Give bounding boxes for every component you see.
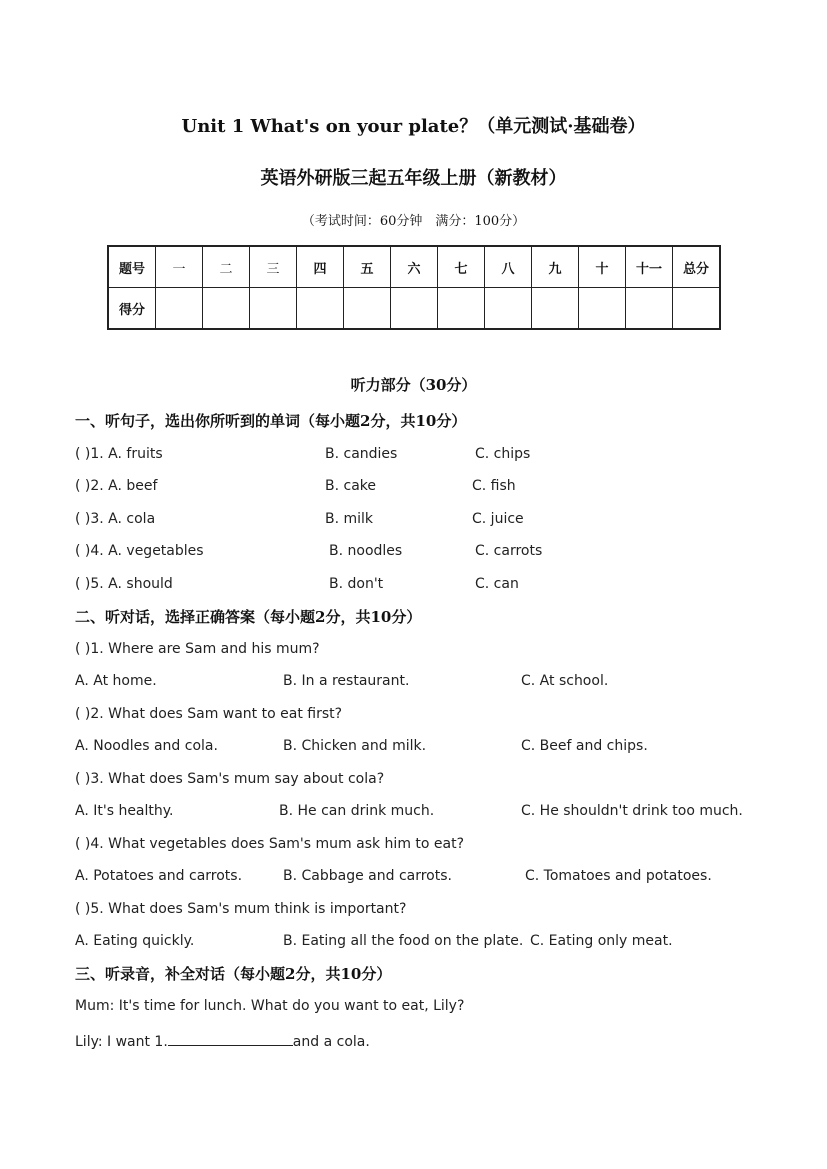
s2-q1-b: B. In a restaurant.	[283, 673, 410, 689]
score-cell: 一	[156, 246, 203, 288]
s3-line2-pre: Lily: I want 1.	[75, 1034, 168, 1050]
score-entry-cell	[250, 288, 297, 330]
s2-q2-a: A. Noodles and cola.	[75, 738, 218, 754]
exam-info: （考试时间：60分钟 满分：100分）	[301, 214, 526, 229]
s1-q1: ( )1. A. fruits	[75, 446, 163, 462]
s2-q3-b: B. He can drink much.	[279, 803, 435, 819]
s2-q4-c: C. Tomatoes and potatoes.	[525, 868, 712, 884]
s2-q5-a: A. Eating quickly.	[75, 933, 195, 949]
s1-q5: ( )5. A. should	[75, 576, 173, 592]
s2-q3: ( )3. What does Sam's mum say about cola?	[75, 771, 385, 787]
s2-q4-a: A. Potatoes and carrots.	[75, 868, 243, 884]
s3-line2-post: and a cola.	[292, 1034, 370, 1050]
page-subtitle: 英语外研版三起五年级上册（新教材）	[260, 168, 567, 189]
s2-q2: ( )2. What does Sam want to eat first?	[75, 706, 343, 722]
score-entry-cell	[156, 288, 203, 330]
score-table-header-row	[108, 246, 720, 288]
score-cell: 五	[344, 246, 391, 288]
s2-q5-c: C. Eating only meat.	[530, 933, 673, 949]
section2-title: 二、听对话，选择正确答案（每小题2分，共10分）	[75, 608, 422, 626]
s2-q3-c: C. He shouldn't drink too much.	[521, 803, 743, 819]
score-cell: 九	[532, 246, 579, 288]
s1-q4: ( )4. A. vegetables	[75, 543, 204, 559]
score-entry-cell	[344, 288, 391, 330]
s1-q4-b: B. noodles	[329, 543, 403, 559]
s1-q5-b: B. don't	[329, 576, 384, 592]
s1-q2: ( )2. A. beef	[75, 478, 158, 494]
listening-heading: 听力部分（30分）	[350, 376, 477, 394]
s1-q5-c: C. can	[475, 576, 519, 592]
score-cell: 六	[391, 246, 438, 288]
score-entry-cell	[532, 288, 579, 330]
score-cell: 十一	[626, 246, 673, 288]
score-entry-cell	[297, 288, 344, 330]
score-entry-cell	[673, 288, 721, 330]
s2-q3-a: A. It's healthy.	[75, 803, 174, 819]
score-cell: 题号	[108, 246, 156, 288]
section3-title: 三、听录音，补全对话（每小题2分，共10分）	[75, 965, 392, 983]
score-cell: 八	[485, 246, 532, 288]
s2-q1: ( )1. Where are Sam and his mum?	[75, 641, 320, 657]
s2-q5: ( )5. What does Sam's mum think is important?	[75, 901, 407, 917]
score-cell: 四	[297, 246, 344, 288]
s1-q1-b: B. candies	[325, 446, 398, 462]
score-row-label: 得分	[108, 288, 156, 330]
s2-q2-c: C. Beef and chips.	[521, 738, 648, 754]
score-cell: 总分	[673, 246, 721, 288]
s1-q4-c: C. carrots	[475, 543, 543, 559]
s2-q5-b: B. Eating all the food on the plate.	[283, 933, 524, 949]
score-cell: 二	[203, 246, 250, 288]
s1-q3-b: B. milk	[325, 511, 374, 527]
s2-q4-b: B. Cabbage and carrots.	[283, 868, 452, 884]
section1-title: 一、听句子，选出你所听到的单词（每小题2分，共10分）	[75, 412, 467, 430]
score-entry-cell	[579, 288, 626, 330]
score-table	[107, 245, 721, 330]
s3-line1: Mum: It's time for lunch. What do you want to eat, Lily?	[75, 998, 465, 1014]
s2-q1-c: C. At school.	[521, 673, 609, 689]
s1-q1-c: C. chips	[475, 446, 531, 462]
score-cell: 三	[250, 246, 297, 288]
score-entry-cell	[485, 288, 532, 330]
s1-q3-c: C. juice	[472, 511, 524, 527]
page-title: Unit 1 What's on your plate？（单元测试·基础卷）	[181, 116, 646, 137]
s2-q4: ( )4. What vegetables does Sam's mum ask him to eat?	[75, 836, 465, 852]
s1-q3: ( )3. A. cola	[75, 511, 156, 527]
score-cell: 七	[438, 246, 485, 288]
score-entry-cell	[438, 288, 485, 330]
s1-q2-b: B. cake	[325, 478, 377, 494]
score-entry-cell	[391, 288, 438, 330]
score-entry-cell	[626, 288, 673, 330]
s3-line2	[75, 1031, 370, 1050]
fill-blank-1[interactable]	[168, 1031, 293, 1046]
score-table-score-row	[108, 288, 720, 330]
s2-q1-a: A. At home.	[75, 673, 157, 689]
s2-q2-b: B. Chicken and milk.	[283, 738, 427, 754]
score-cell: 十	[579, 246, 626, 288]
score-entry-cell	[203, 288, 250, 330]
s1-q2-c: C. fish	[472, 478, 516, 494]
